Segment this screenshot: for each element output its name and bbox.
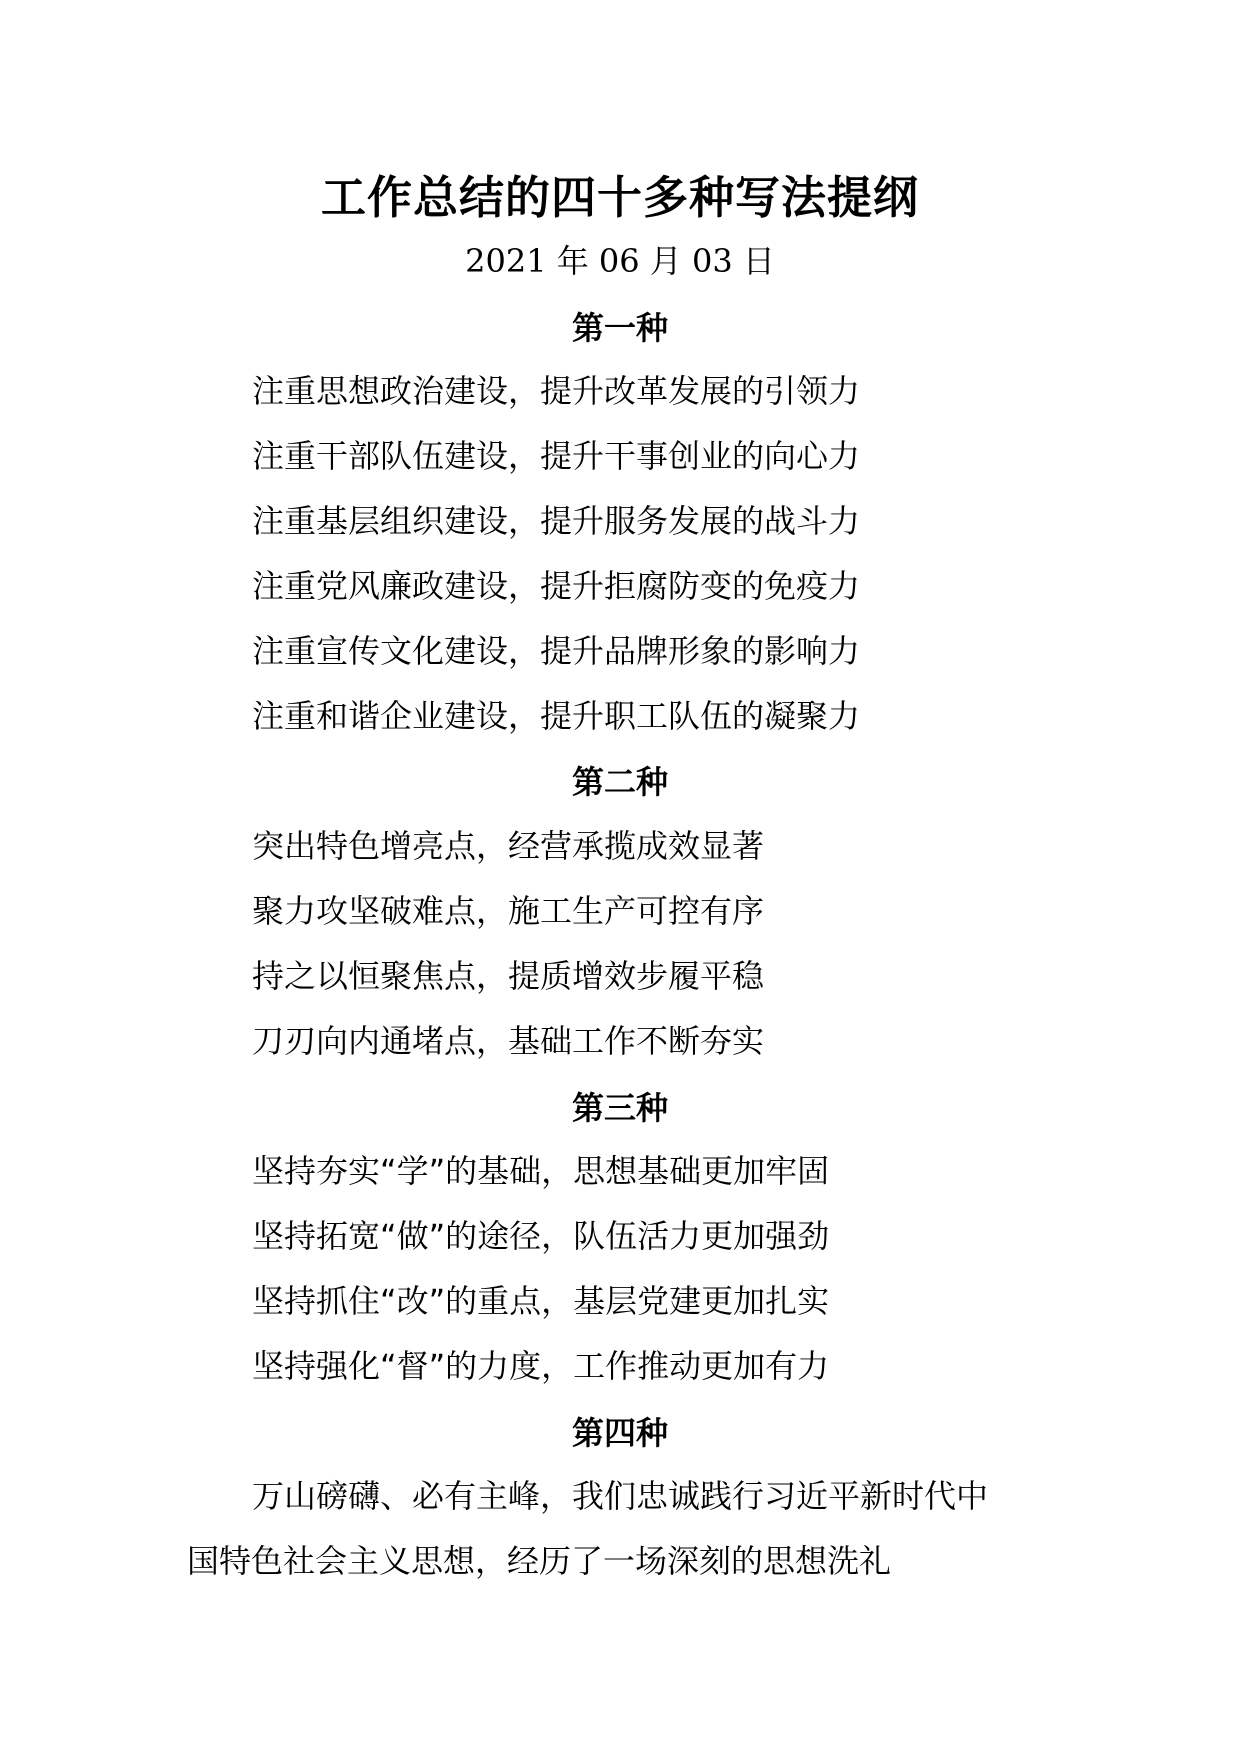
section-1-line-3: 注重基层组织建设，提升服务发展的战斗力: [252, 502, 861, 540]
section-2-line-4: 刀刃向内通堵点，基础工作不断夯实: [252, 1022, 765, 1060]
section-1-line-2: 注重干部队伍建设，提升干事创业的向心力: [252, 437, 861, 475]
section-1-line-4: 注重党风廉政建设，提升拒腐防变的免疫力: [252, 567, 861, 605]
section-4-paragraph-line-2: 国特色社会主义思想，经历了一场深刻的思想洗礼: [187, 1542, 892, 1580]
section-3-line-3: 坚持抓住“改”的重点，基层党建更加扎实: [252, 1282, 830, 1320]
section-1-line-6: 注重和谐企业建设，提升职工队伍的凝聚力: [252, 697, 861, 735]
section-3-line-4: 坚持强化“督”的力度，工作推动更加有力: [252, 1347, 830, 1385]
document-date: 2021 年 06 月 03 日: [465, 242, 775, 280]
section-2-line-1: 突出特色增亮点，经营承揽成效显著: [252, 827, 765, 865]
section-4-paragraph-line-1: 万山磅礴、必有主峰，我们忠诚践行习近平新时代中: [252, 1477, 989, 1515]
section-1-line-5: 注重宣传文化建设，提升品牌形象的影响力: [252, 632, 861, 670]
section-heading-2: 第二种: [571, 763, 668, 801]
section-heading-3: 第三种: [571, 1089, 668, 1127]
section-1-line-1: 注重思想政治建设，提升改革发展的引领力: [252, 372, 861, 410]
section-heading-4: 第四种: [571, 1414, 668, 1452]
section-2-line-2: 聚力攻坚破难点，施工生产可控有序: [252, 892, 765, 930]
section-2-line-3: 持之以恒聚焦点，提质增效步履平稳: [252, 957, 765, 995]
document-title: 工作总结的四十多种写法提纲: [320, 171, 919, 224]
section-3-line-1: 坚持夯实“学”的基础，思想基础更加牢固: [252, 1152, 830, 1190]
section-3-line-2: 坚持拓宽“做”的途径，队伍活力更加强劲: [252, 1217, 830, 1255]
section-heading-1: 第一种: [571, 309, 668, 347]
